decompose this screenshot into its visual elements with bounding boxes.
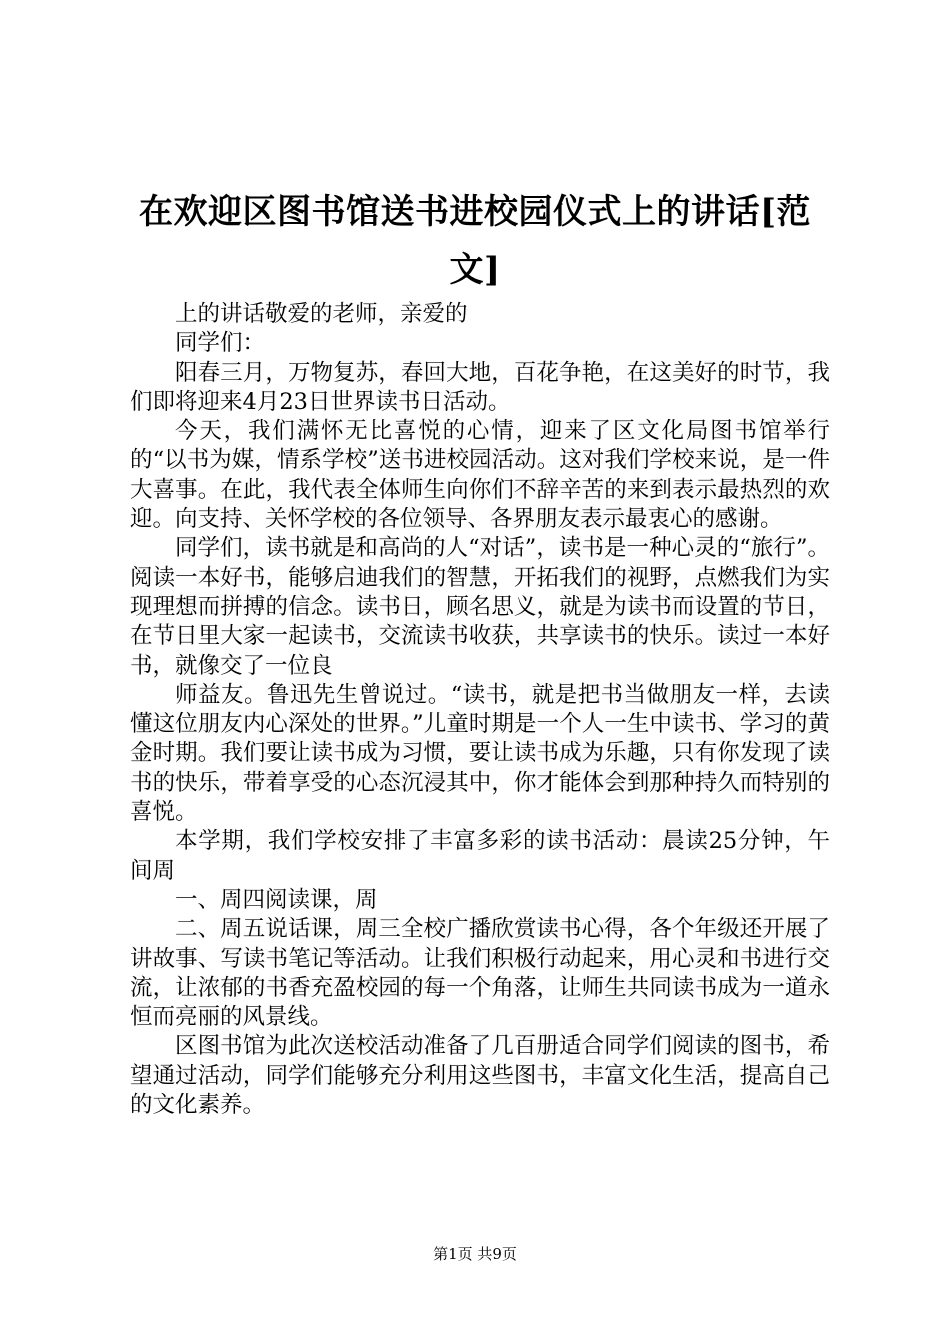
paragraph: 上的讲话敬爱的老师，亲爱的 [175, 301, 468, 327]
document-title: 在欢迎区图书馆送书进校园仪式上的讲话[范文] [138, 192, 812, 290]
paragraph: 区图书馆为此次送校活动准备了几百册适合同学们阅读的图书，希望通过活动，同学们能够充分利用这些图书，丰富文化生活，提高自己的文化素养。 [130, 1033, 830, 1119]
paragraph: 师益友。鲁迅先生曾说过。“读书，就是把书当做朋友一样，去读懂这位朋友内心深处的世界。”儿童时期是一个人一生中读书、学习的黄金时期。我们要让读书成为习惯，要让读书成为乐趣，只有你发现了读书的快乐，带着享受的心态沉浸其中，你才能体会到那种持久而特别的喜悦。 [130, 681, 830, 826]
document-body [130, 300, 830, 1120]
paragraph: 今天，我们满怀无比喜悦的心情，迎来了区文化局图书馆举行的“以书为媒，情系学校”送书进校园活动。这对我们学校来说，是一件大喜事。在此，我代表全体师生向你们不辞辛苦的来到表示最热烈的欢迎。向支持、关怀学校的各位领导、各界朋友表示最衷心的感谢。 [130, 418, 830, 533]
paragraph: 二、周五说话课，周三全校广播欣赏读书心得，各个年级还开展了讲故事、写读书笔记等活动。让我们积极行动起来，用心灵和书进行交流，让浓郁的书香充盈校园的每一个角落，让师生共同读书成为一道永恒而亮丽的风景线。 [130, 916, 830, 1031]
paragraph: 本学期，我们学校安排了丰富多彩的读书活动：晨读25分钟，午间周 [130, 828, 830, 884]
paragraph: 同学们： [175, 330, 266, 357]
paragraph: 同学们，读书就是和高尚的人“对话”，读书是一种心灵的“旅行”。阅读一本好书，能够启迪我们的智慧，开拓我们的视野，点燃我们为实现理想而拼搏的信念。读书日，顾名思义，就是为读书而设置的节日，在节日里大家一起读书，交流读书收获，共享读书的快乐。读过一本好书，就像交了一位良 [130, 535, 830, 679]
paragraph: 阳春三月，万物复苏，春回大地，百花争艳，在这美好的时节，我们即将迎来4月23日世界读书日活动。 [130, 359, 830, 415]
paragraph: 一、周四阅读课，周 [175, 886, 378, 913]
page-number-footer: 第1页 共9页 [433, 1245, 517, 1263]
